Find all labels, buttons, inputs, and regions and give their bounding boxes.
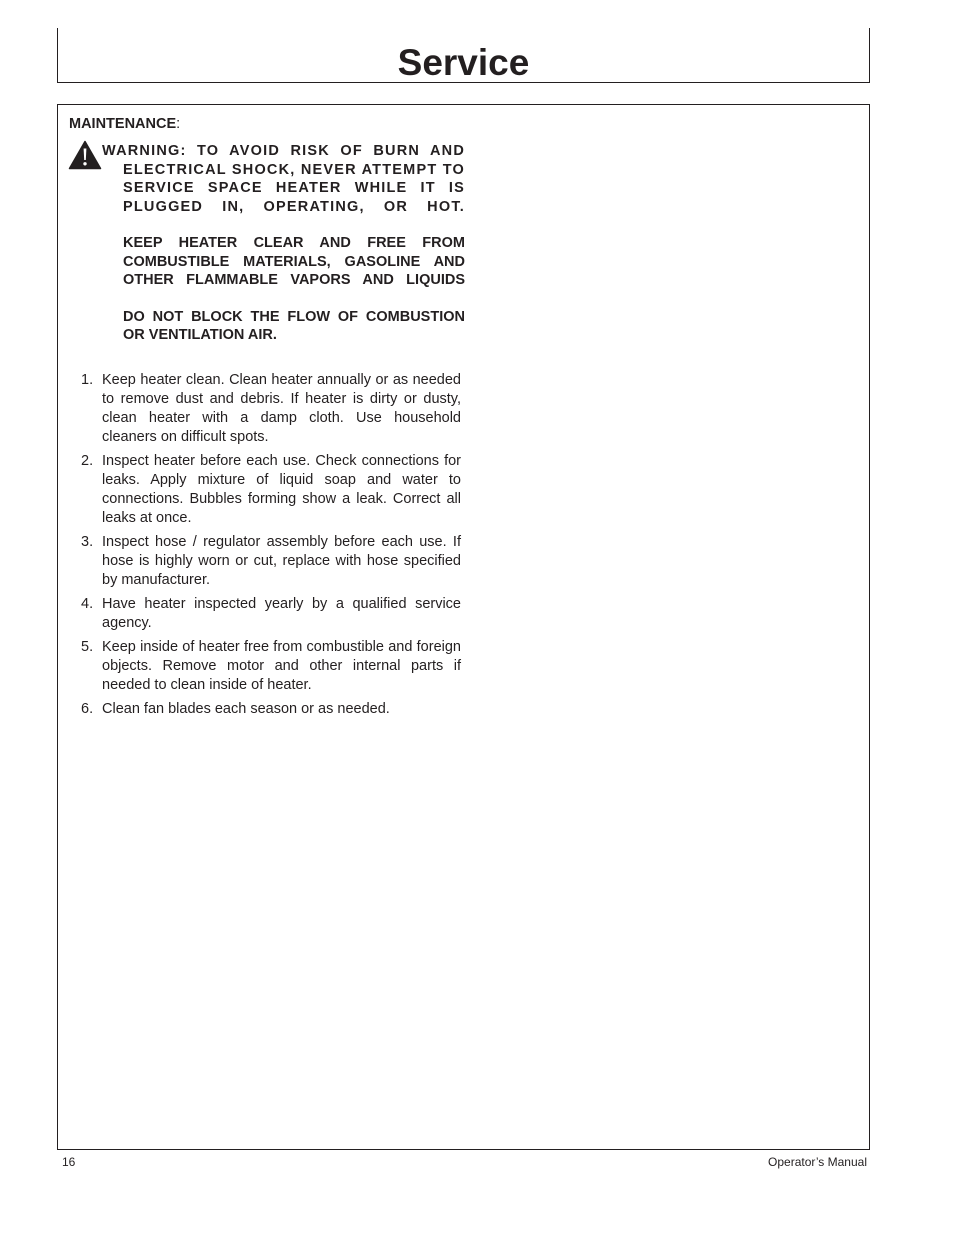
list-item-number: 5. [81, 639, 94, 655]
warning-paragraph-3: DO NOT BLOCK THE FLOW OF COMBUSTION OR VENTILATION AIR. [123, 308, 465, 343]
maintenance-steps [81, 371, 461, 724]
list-item-number: 4. [81, 596, 94, 612]
page-header [57, 28, 870, 83]
page-title: Service [397, 42, 530, 83]
list-item-text: Inspect heater before each use. Check connections for leaks. Apply mixture of liquid soap and water to connections. Bubbles forming show a leak. Correct all leaks at once. [102, 453, 461, 526]
list-item [81, 371, 461, 447]
list-item-number: 6. [81, 701, 94, 717]
warning-block [102, 142, 465, 363]
page-number: 16 [62, 1155, 76, 1169]
list-item-text: Have heater inspected yearly by a qualified service agency. [102, 596, 461, 631]
list-item-text: Clean fan blades each season or as needed. [102, 701, 390, 717]
list-item-text: Keep inside of heater free from combustible and foreign objects. Remove motor and other internal parts if needed to clean inside of heater. [102, 639, 461, 693]
section-heading-colon: : [176, 116, 181, 132]
list-item-number: 3. [81, 534, 94, 550]
list-item-text: Inspect hose / regulator assembly before each use. If hose is highly worn or cut, replace with hose specified by manufacturer. [102, 534, 461, 588]
list-item [81, 533, 461, 590]
list-item [81, 452, 461, 528]
warning-paragraph-1: WARNING: TO AVOID RISK OF BURN AND ELECTRICAL SHOCK, NEVER ATTEMPT TO SERVICE SPACE HEATER WHILE IT IS PLUGGED IN, OPERATING, OR HOT. [102, 143, 465, 215]
warning-paragraph-2: KEEP HEATER CLEAR AND FREE FROM COMBUSTIBLE MATERIALS, GASOLINE AND OTHER FLAMMABLE VAPORS AND LIQUIDS [123, 235, 465, 288]
list-item [81, 638, 461, 695]
content-panel [57, 104, 870, 1150]
list-item [81, 595, 461, 633]
list-item-number: 2. [81, 453, 94, 469]
section-heading-label: MAINTENANCE [69, 116, 177, 132]
warning-triangle-icon [68, 140, 102, 170]
footer-manual-title: Operator’s Manual [768, 1155, 867, 1169]
section-heading [69, 115, 180, 133]
list-item-text: Keep heater clean. Clean heater annually or as needed to remove dust and debris. If heater is dirty or dusty, clean heater with a damp cloth. Use household cleaners on difficult spots. [102, 372, 461, 445]
list-item-number: 1. [81, 372, 94, 388]
list-item [81, 700, 461, 719]
